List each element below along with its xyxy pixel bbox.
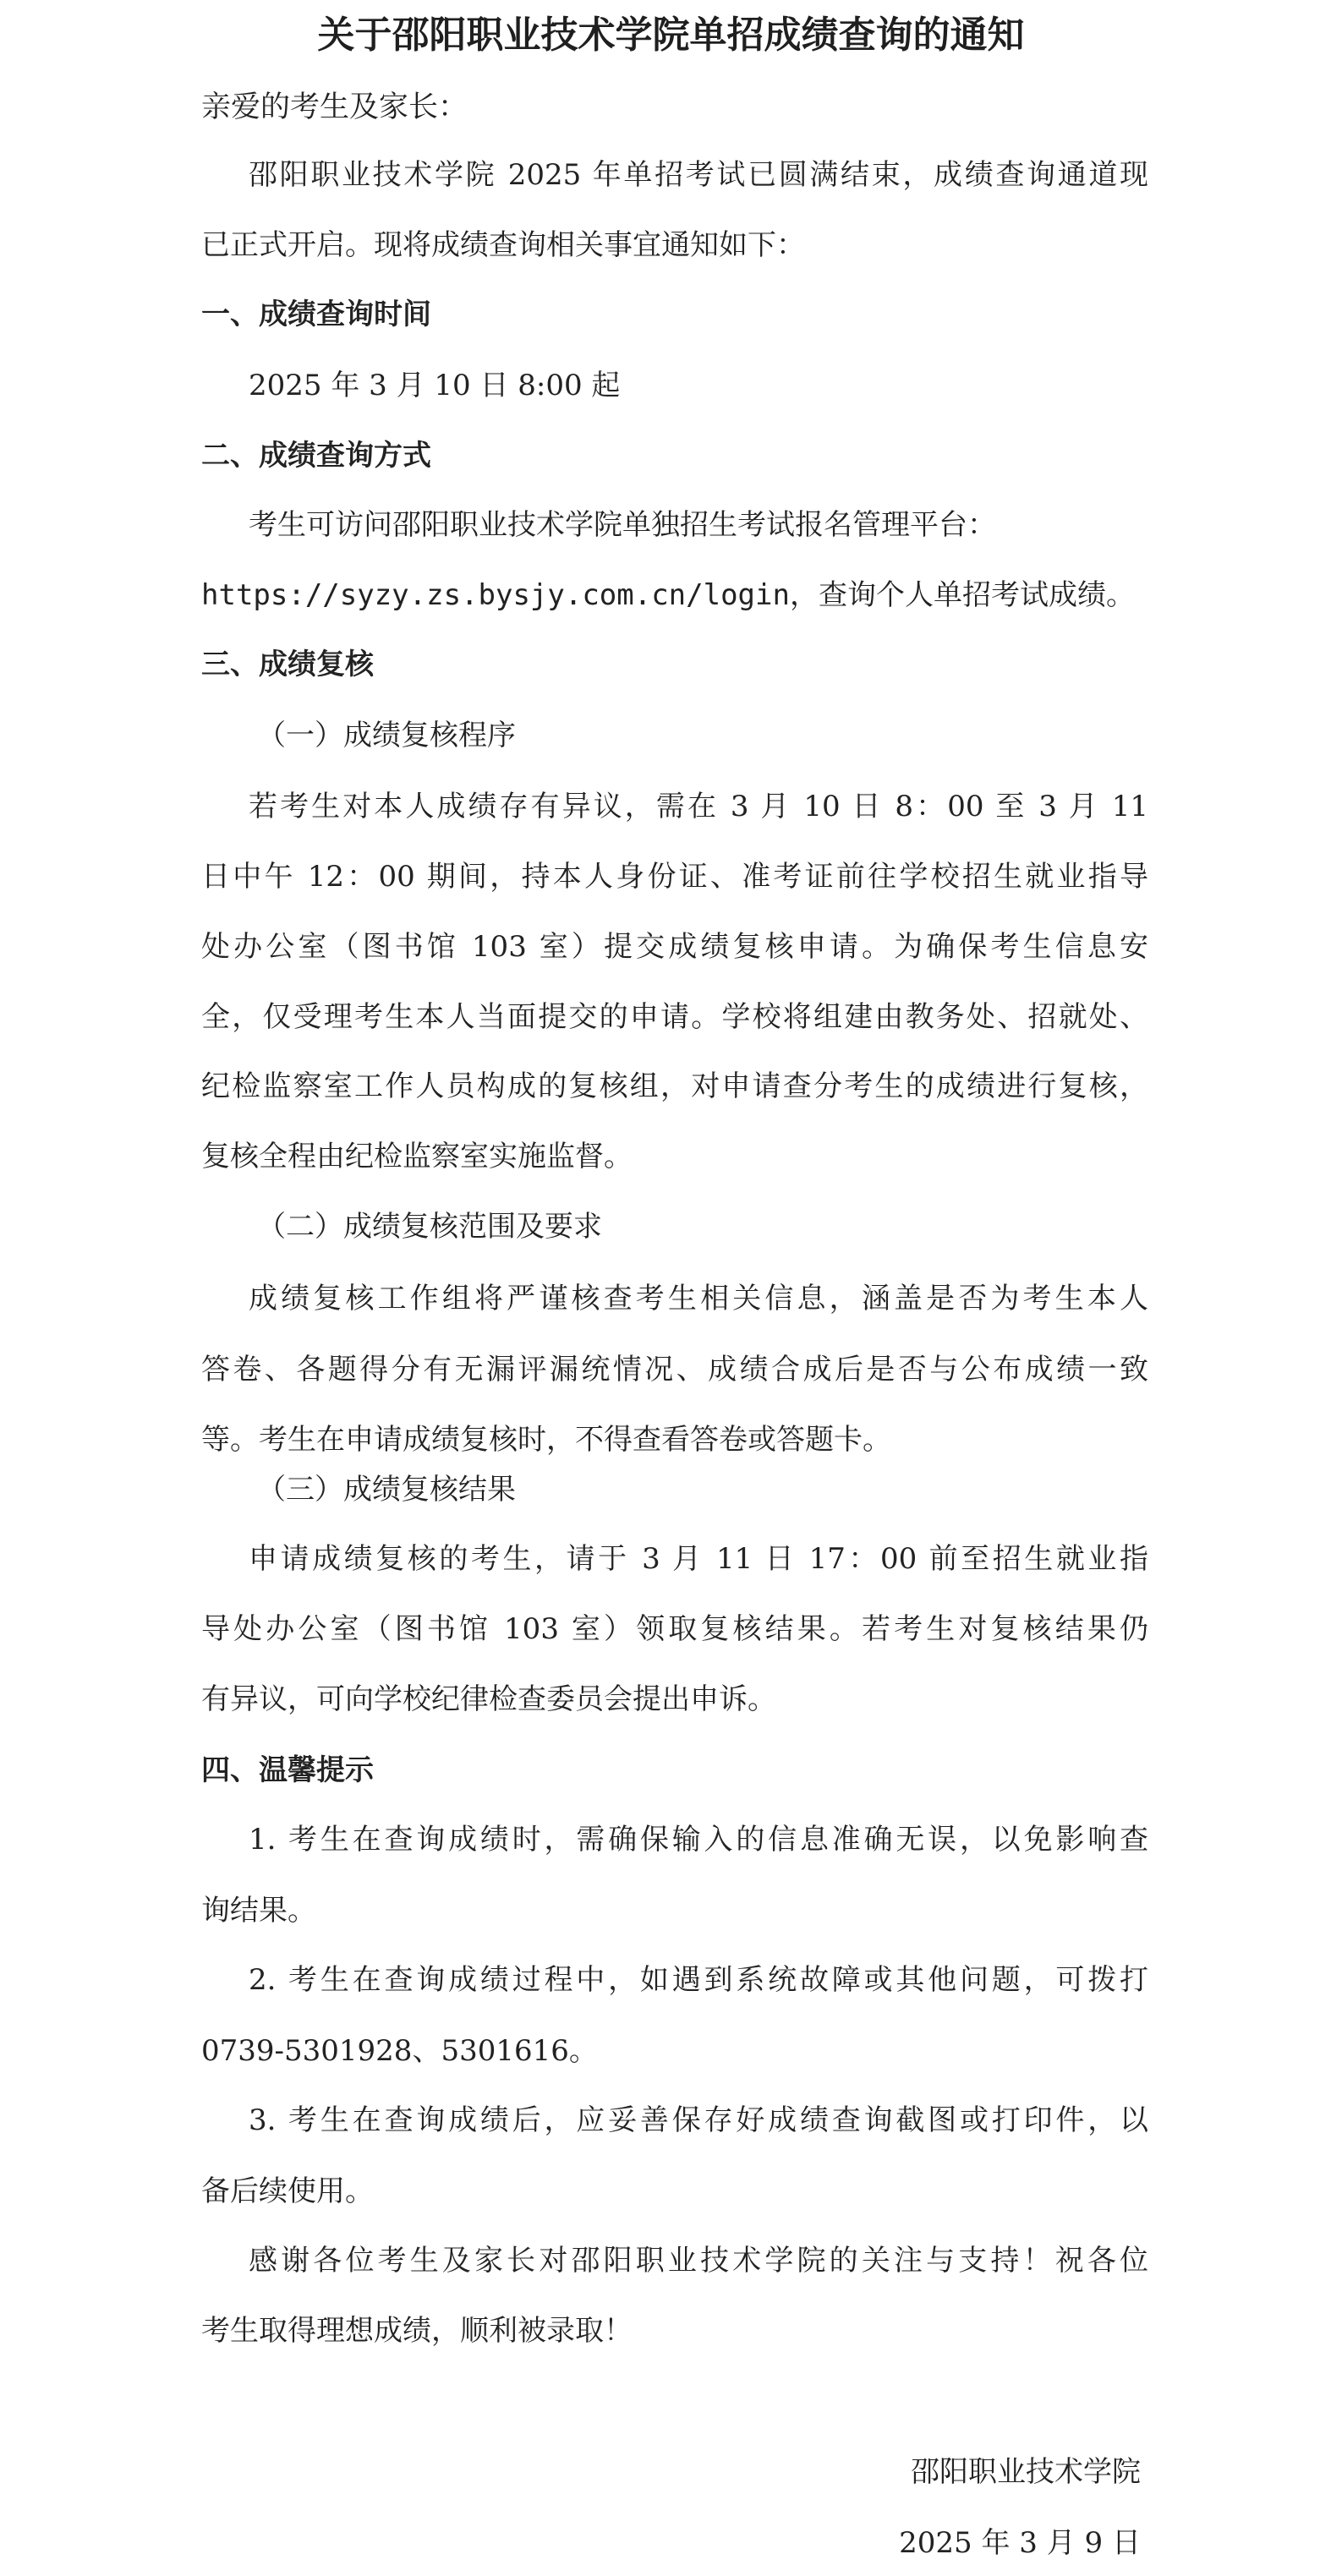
subsection-1-line: 复核全程由纪检监察室实施监督。 <box>201 1140 633 1173</box>
subsection-3-line: 有异议，可向学校纪律检查委员会提出申诉。 <box>201 1682 776 1716</box>
subsection-3-line: 申请成绩复核的考生，请于 3 月 11 日 17：00 前至招生就业指 <box>249 1542 1148 1576</box>
section-4-heading: 四、温馨提示 <box>201 1753 374 1787</box>
tip-2-line-2: 0739-5301928、5301616。 <box>201 2034 598 2068</box>
tip-3-line-1: 3. 考生在查询成绩后，应妥善保存好成绩查询截图或打印件，以 <box>249 2103 1148 2137</box>
closing-line-2: 考生取得理想成绩，顺利被录取！ <box>201 2314 633 2348</box>
subsection-1-line: 若考生对本人成绩存有异议，需在 3 月 10 日 8：00 至 3 月 11 <box>249 790 1148 823</box>
tip-2-line-1: 2. 考生在查询成绩过程中，如遇到系统故障或其他问题，可拨打 <box>249 1963 1148 1997</box>
salutation: 亲爱的考生及家长： <box>201 90 468 124</box>
subsection-2-line: 成绩复核工作组将严谨核查考生相关信息，涵盖是否为考生本人 <box>249 1282 1148 1315</box>
subsection-1-heading: （一）成绩复核程序 <box>257 719 516 752</box>
subsection-2-line: 等。考生在申请成绩复核时，不得查看答卷或答题卡。 <box>201 1423 891 1457</box>
subsection-1-line: 日中午 12：00 期间，持本人身份证、准考证前往学校招生就业指导 <box>201 860 1148 894</box>
section-1-body: 2025 年 3 月 10 日 8:00 起 <box>249 369 621 402</box>
signature-date: 2025 年 3 月 9 日 <box>899 2526 1141 2560</box>
tip-3-line-2: 备后续使用。 <box>201 2174 374 2208</box>
section-3-heading: 三、成绩复核 <box>201 648 374 681</box>
section-1-heading: 一、成绩查询时间 <box>201 298 431 331</box>
subsection-3-heading: （三）成绩复核结果 <box>257 1473 516 1507</box>
signature-organization: 邵阳职业技术学院 <box>911 2455 1141 2489</box>
page-title: 关于邵阳职业技术学院单招成绩查询的通知 <box>317 14 1025 57</box>
section-2-line-2 <box>201 575 1148 615</box>
section-2-line-2-suffix: ，查询个人单招考试成绩。 <box>789 578 1135 612</box>
subsection-1-line: 纪检监察室工作人员构成的复核组，对申请查分考生的成绩进行复核， <box>201 1069 1148 1103</box>
section-2-heading: 二、成绩查询方式 <box>201 439 431 473</box>
closing-line-1: 感谢各位考生及家长对邵阳职业技术学院的关注与支持！祝各位 <box>249 2244 1148 2278</box>
intro-line-1: 邵阳职业技术学院 2025 年单招考试已圆满结束，成绩查询通道现 <box>249 158 1148 192</box>
intro-line-2: 已正式开启。现将成绩查询相关事宜通知如下： <box>201 228 805 262</box>
tip-1-line-1: 1. 考生在查询成绩时，需确保输入的信息准确无误，以免影响查 <box>249 1823 1148 1857</box>
subsection-1-line: 全，仅受理考生本人当面提交的申请。学校将组建由教务处、招就处、 <box>201 1000 1148 1034</box>
subsection-2-heading: （二）成绩复核范围及要求 <box>257 1210 602 1244</box>
subsection-1-line: 处办公室（图书馆 103 室）提交成绩复核申请。为确保考生信息安 <box>201 930 1148 964</box>
subsection-3-line: 导处办公室（图书馆 103 室）领取复核结果。若考生对复核结果仍 <box>201 1612 1148 1646</box>
tip-1-line-2: 询结果。 <box>201 1894 316 1928</box>
subsection-2-line: 答卷、各题得分有无漏评漏统情况、成绩合成后是否与公布成绩一致 <box>201 1353 1148 1386</box>
section-2-line-1: 考生可访问邵阳职业技术学院单独招生考试报名管理平台： <box>249 508 996 542</box>
platform-url: https://syzy.zs.bysjy.com.cn/login <box>201 578 790 612</box>
